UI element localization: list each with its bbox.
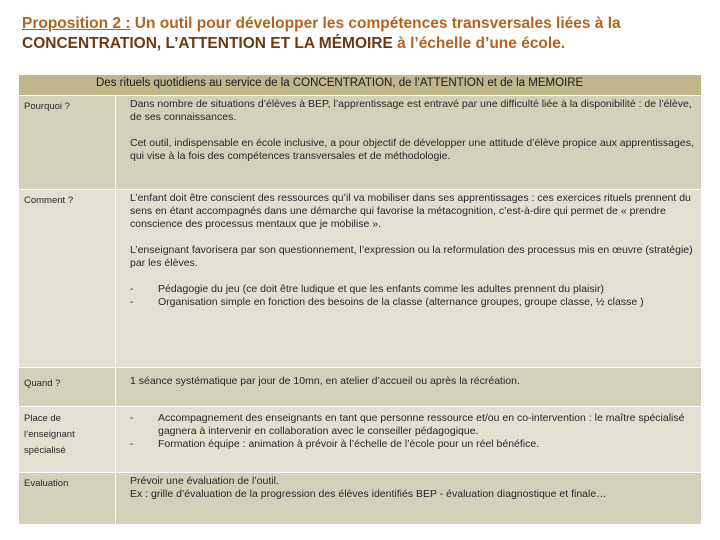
row-label: Quand ? bbox=[19, 368, 116, 407]
row-content bbox=[116, 473, 702, 525]
row-label: Pourquoi ? bbox=[19, 96, 116, 190]
row-content bbox=[116, 368, 702, 407]
row-paragraph: Cet outil, indispensable en école inclusive, a pour objectif de développer une attitude d’élève propice aux apprentissages, qui vise à la fois des compétences transversales et de méthodologie. bbox=[130, 137, 694, 162]
list-item: - Formation équipe : animation à prévoir à l’échelle de l’école pour un réel bénéfice. bbox=[130, 438, 695, 451]
row-paragraph: Dans nombre de situations d’élèves à BEP, l’apprentissage est entravé par une difficulté liée à la disponibilité : de l’élève, de ses connaissances. bbox=[130, 98, 692, 123]
title-highlight: CONCENTRATION, L’ATTENTION ET LA MÉMOIRE bbox=[22, 35, 393, 52]
title-line2: à l’échelle d’une école. bbox=[392, 35, 566, 52]
row-label: Evaluation bbox=[19, 473, 116, 525]
row-paragraph: Prévoir une évaluation de l’outil. bbox=[130, 475, 279, 487]
row-label: Comment ? bbox=[19, 190, 116, 368]
bullet-list bbox=[130, 412, 695, 451]
title-label: Proposition 2 : bbox=[22, 15, 131, 32]
list-item: - Accompagnement des enseignants en tant que personne ressource et/ou en co-intervention : le maître spécialisé gagnera à intervenir en collaboration avec le conseiller pédagogique. bbox=[130, 412, 695, 438]
title-line1: Un outil pour développer les compétences transversales liées à la bbox=[130, 15, 621, 32]
table-header-row bbox=[19, 75, 702, 96]
rituals-table bbox=[18, 74, 702, 525]
row-paragraph: Ex : grille d’évaluation de la progression des élèves identifiés BEP - évaluation diagnostique et finale… bbox=[130, 488, 607, 500]
row-paragraph: L’enseignant favorisera par son questionnement, l’expression ou la reformulation des processus mis en œuvre (stratégie) par les élèves. bbox=[130, 244, 693, 269]
list-item: - Organisation simple en fonction des besoins de la classe (alternance groupes, groupe classe, ½ classe ) bbox=[130, 296, 695, 309]
row-quand bbox=[19, 368, 702, 407]
row-evaluation bbox=[19, 473, 702, 525]
row-content bbox=[116, 96, 702, 190]
row-paragraph: 1 séance systématique par jour de 10mn, en atelier d’accueil ou après la récréation. bbox=[130, 375, 520, 387]
row-content bbox=[116, 190, 702, 368]
table-header: Des rituels quotidiens au service de la CONCENTRATION, de l’ATTENTION et de la MEMOIRE bbox=[19, 75, 702, 96]
row-label: Place de l’enseignant spécialisé bbox=[19, 407, 116, 473]
row-place bbox=[19, 407, 702, 473]
list-item: - Pédagogie du jeu (ce doit être ludique et que les enfants comme les adultes prennent du plaisir) bbox=[130, 283, 695, 296]
row-content bbox=[116, 407, 702, 473]
row-pourquoi bbox=[19, 96, 702, 190]
row-paragraph: L’enfant doit être conscient des ressources qu’il va mobiliser dans ses apprentissages : ces exercices rituels prennent du sens en étant accompagnés dans une démarche qui favorise la métacognition, c’est-à-dire qui permet de « prendre conscience des processus mentaux que je mobilise ». bbox=[130, 192, 691, 230]
bullet-list bbox=[130, 283, 695, 309]
row-comment bbox=[19, 190, 702, 368]
slide-title bbox=[22, 14, 712, 54]
